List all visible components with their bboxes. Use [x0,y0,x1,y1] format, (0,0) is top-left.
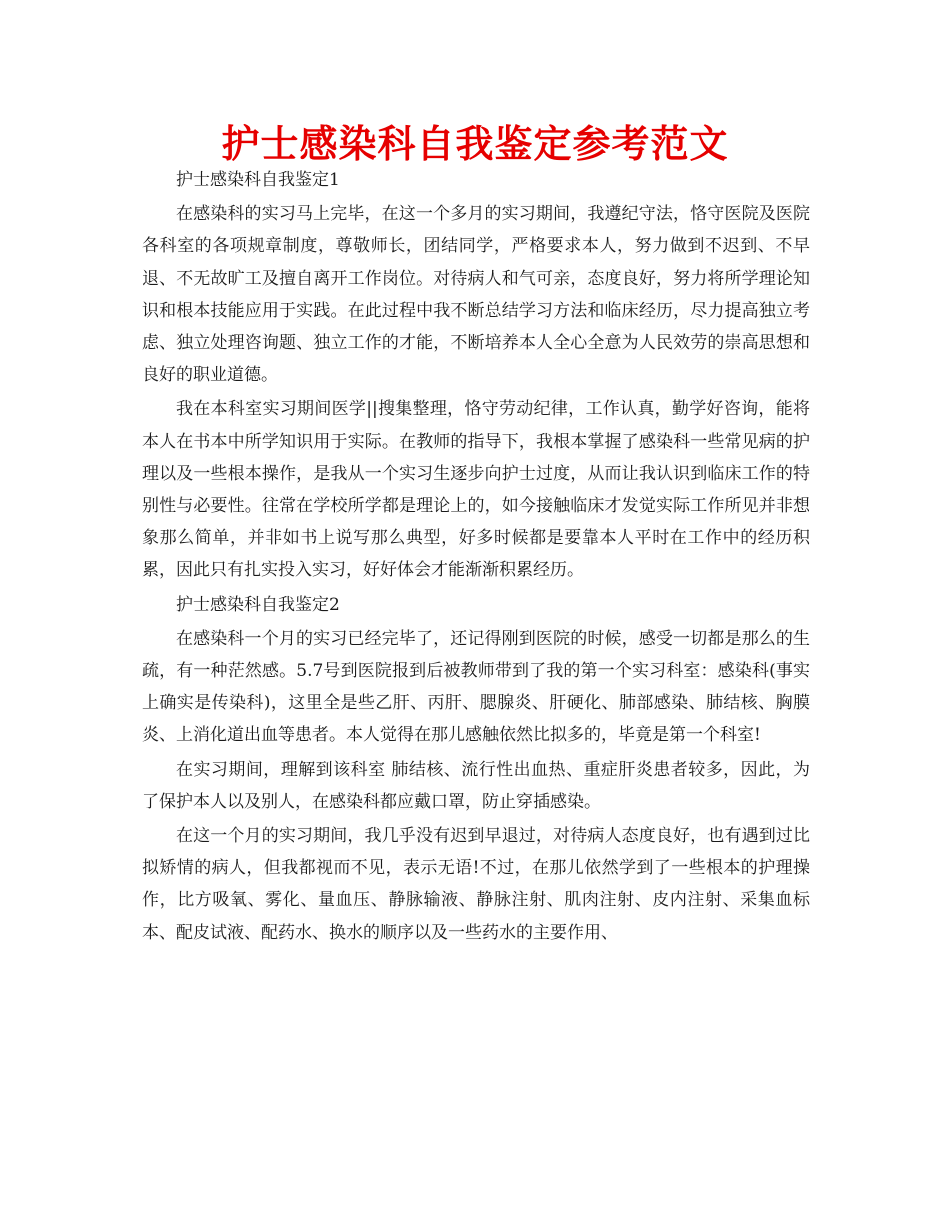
paragraph: 在感染科一个月的实习已经完毕了，还记得刚到医院的时候，感受一切都是那么的生疏，有一种茫然感。5.7号到医院报到后被教师带到了我的第一个实习科室：感染科(事实上确实是传染科)，这里全是些乙肝、丙肝、腮腺炎、肝硬化、肺部感染、肺结核、胸膜炎、上消化道出血等患者。本人觉得在那儿感触依然比拟多的，毕竟是第一个科室! [142,628,810,746]
section-heading: 护士感染科自我鉴定1 [176,170,340,190]
paragraph: 在实习期间，理解到该科室 肺结核、流行性出血热、重症肝炎患者较多，因此，为了保护本人以及别人，在感染科都应戴口罩，防止穿插感染。 [142,759,810,812]
paragraph: 在这一个月的实习期间，我几乎没有迟到早退过，对待病人态度良好，也有遇到过比拟矫情的病人，但我都视而不见，表示无语!不过，在那儿依然学到了一些根本的护理操作，比方吸氧、雾化、量血压、静脉输液、静脉注射、肌肉注射、皮内注射、采集血标本、配皮试液、配药水、换水的顺序以及一些药水的主要作用、 [142,826,810,943]
document-title: 护士感染科自我鉴定参考范文 [221,122,729,166]
paragraph: 我在本科室实习期间医学||搜集整理，恪守劳动纪律，工作认真，勤学好咨询，能将本人在书本中所学知识用于实际。在教师的指导下，我根本掌握了感染科一些常见病的护理以及一些根本操作，是我从一个实习生逐步向护士过度，从而让我认识到临床工作的特别性与必要性。往常在学校所学都是理论上的，如今接触临床才发觉实际工作所见并非想象那么简单，并非如书上说写那么典型，好多时候都是要靠本人平时在工作中的经历积累，因此只有扎实投入实习，好好体会才能渐渐积累经历。 [142,399,810,581]
section-heading: 护士感染科自我鉴定2 [176,594,340,615]
document-body [142,164,810,951]
paragraph: 在感染科的实习马上完毕，在这一个多月的实习期间，我遵纪守法，恪守医院及医院各科室的各项规章制度，尊敬师长，团结同学，严格要求本人，努力做到不迟到、不早退、不无故旷工及擅自离开工作岗位。对待病人和气可亲，态度良好，努力将所学理论知识和根本技能应用于实践。在此过程中我不断总结学习方法和临床经历，尽力提高独立考虑、独立处理咨询题、独立工作的才能，不断培养本人全心全意为人民效劳的崇高思想和良好的职业道德。 [142,204,810,386]
